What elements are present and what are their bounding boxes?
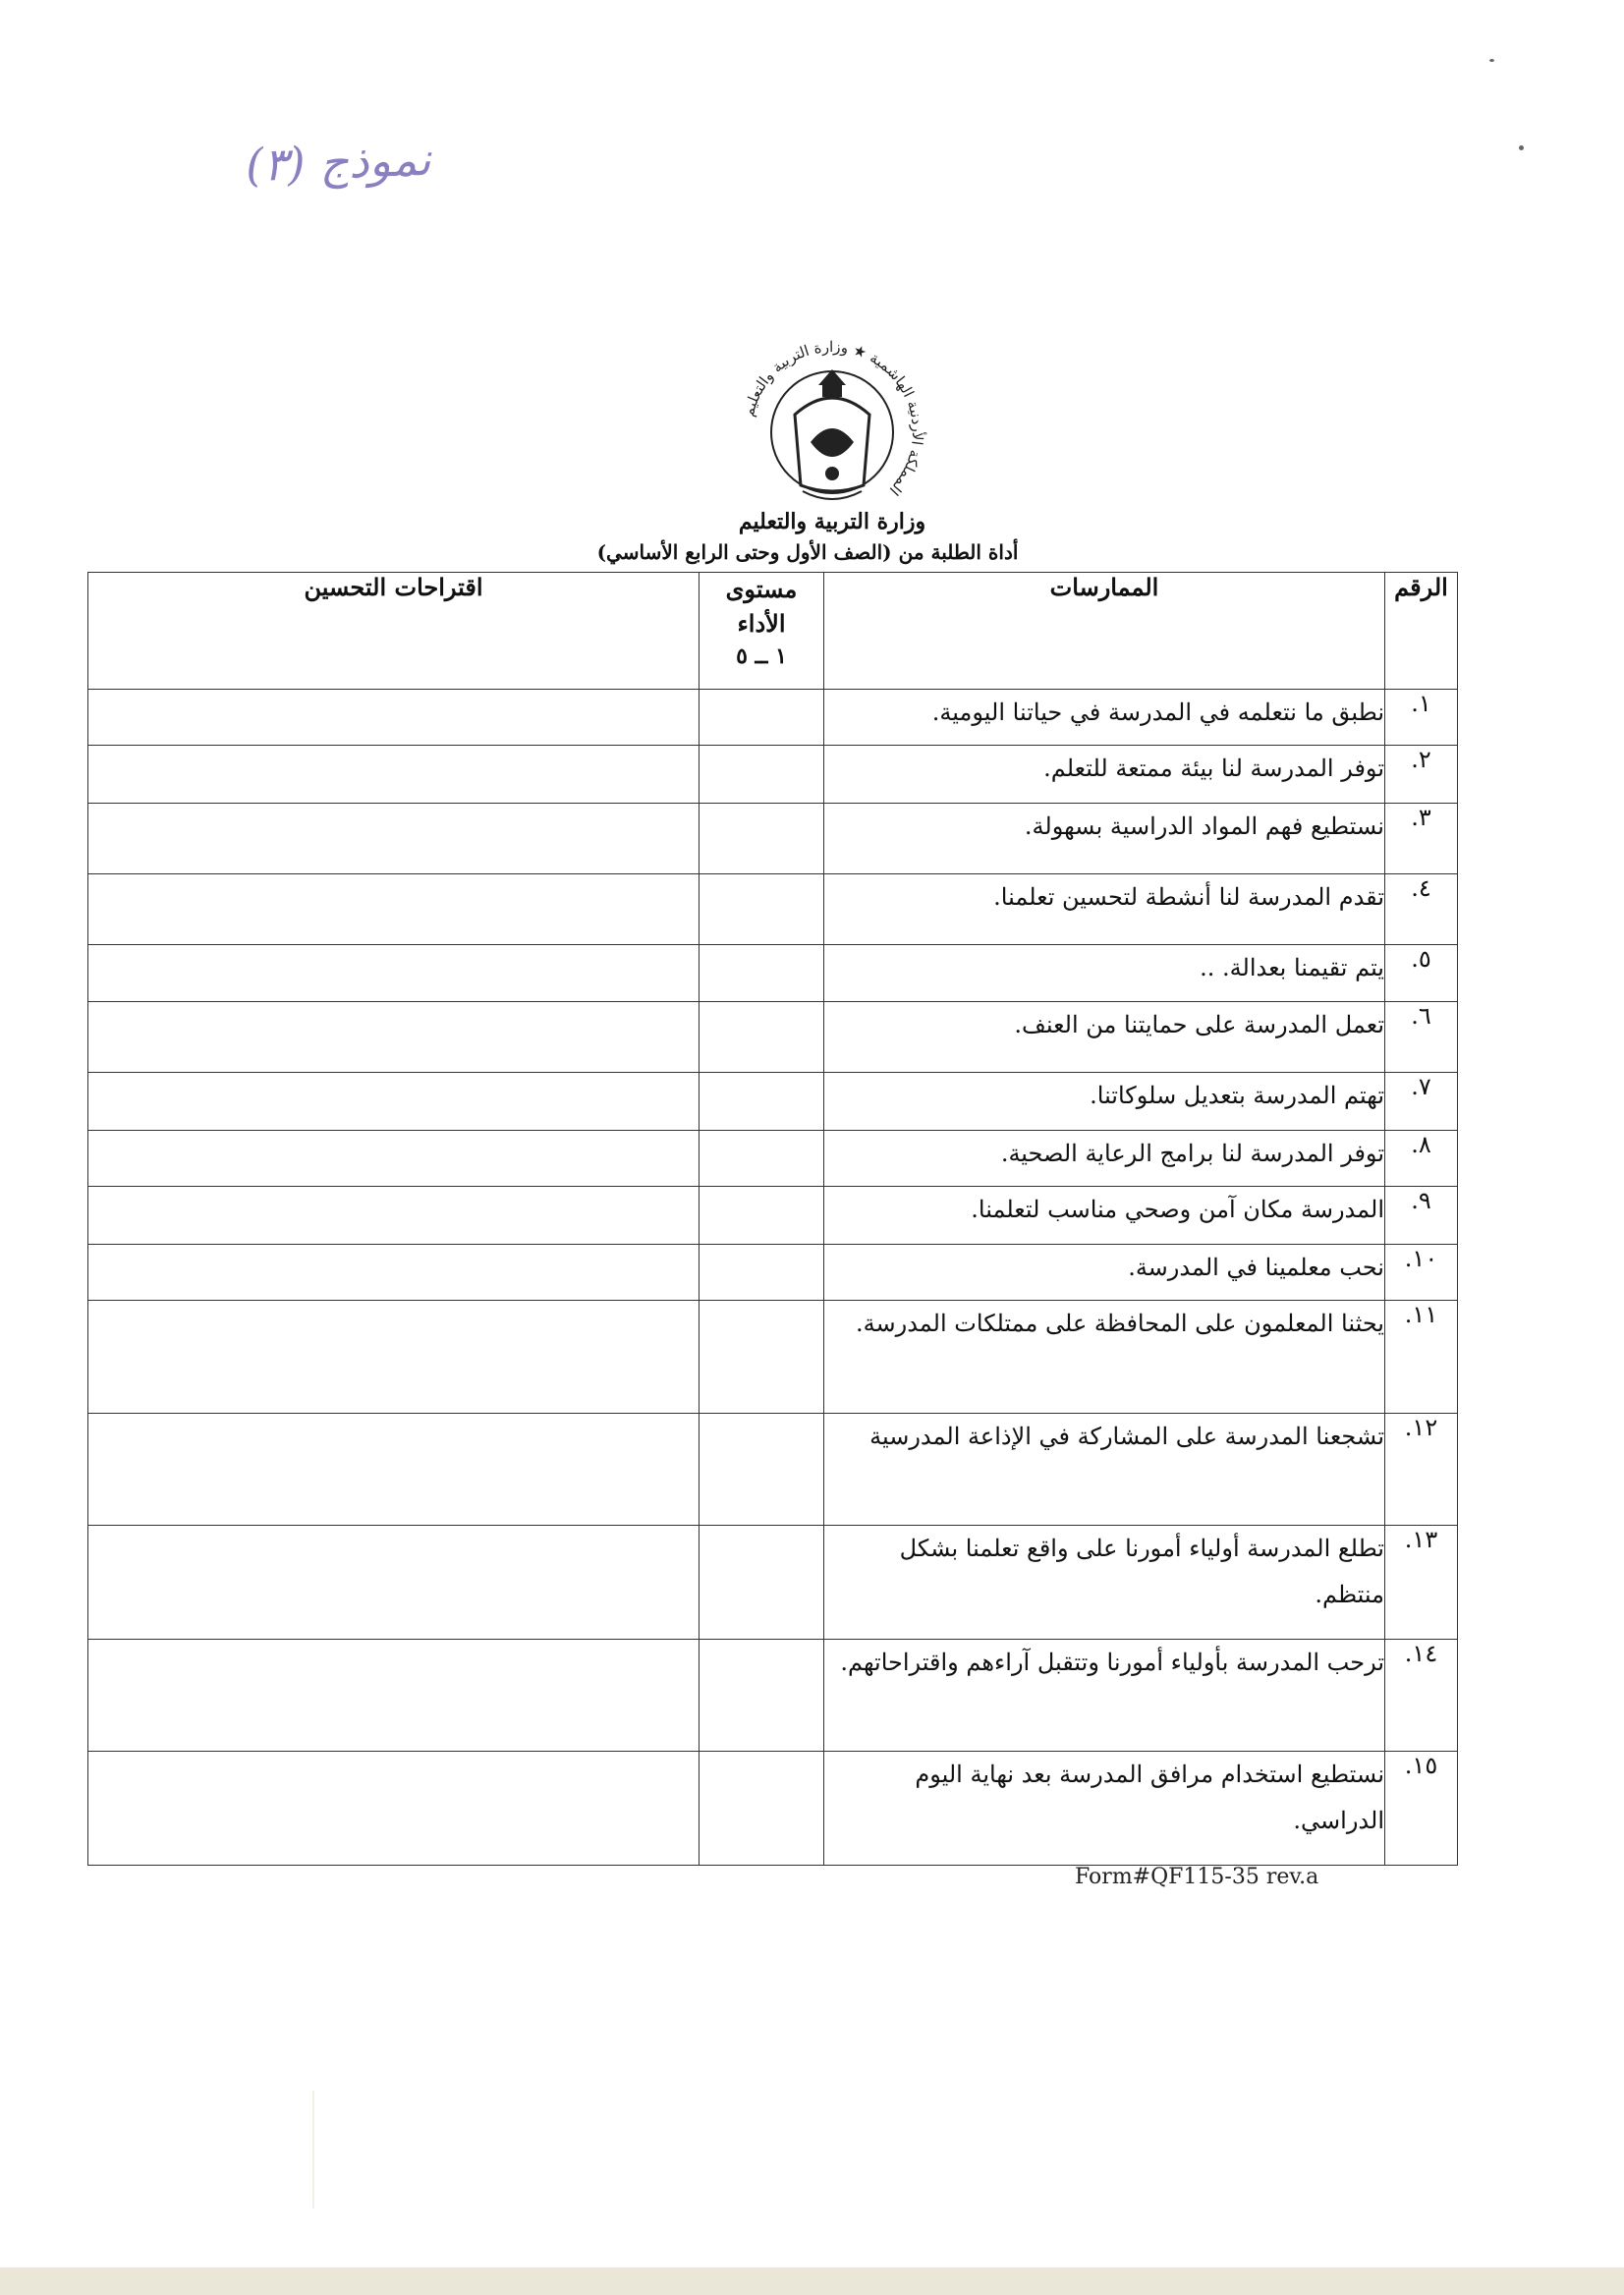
row-practice: توفر المدرسة لنا بيئة ممتعة للتعلم. (824, 746, 1385, 804)
survey-table (87, 572, 1458, 1866)
table-row (88, 1245, 1458, 1301)
header-level-range: ١ ــ ٥ (736, 643, 787, 669)
suggestion-cell[interactable] (88, 804, 700, 874)
row-number: ٦. (1385, 1002, 1458, 1073)
level-cell[interactable] (700, 1640, 824, 1752)
table-row (88, 746, 1458, 804)
row-practice: نطبق ما نتعلمه في المدرسة في حياتنا اليومية. (824, 690, 1385, 746)
header-level-line2: الأداء (737, 608, 786, 638)
ministry-emblem-icon (734, 334, 930, 531)
table-row (88, 804, 1458, 874)
scan-edge-strip (0, 2267, 1624, 2295)
suggestion-cell[interactable] (88, 1301, 700, 1414)
level-cell[interactable] (700, 1187, 824, 1245)
header-practices: الممارسات (824, 573, 1385, 690)
row-number: ٢. (1385, 746, 1458, 804)
row-practice: تعمل المدرسة على حمايتنا من العنف. (824, 1002, 1385, 1073)
scan-speck (1489, 59, 1494, 62)
row-practice: يحثنا المعلمون على المحافظة على ممتلكات المدرسة. (824, 1301, 1385, 1414)
header-suggestions: اقتراحات التحسين (88, 573, 700, 690)
level-cell[interactable] (700, 804, 824, 874)
table-row (88, 1187, 1458, 1245)
table-row (88, 945, 1458, 1002)
table-row (88, 874, 1458, 945)
suggestion-cell[interactable] (88, 1245, 700, 1301)
row-number: ١٣. (1385, 1526, 1458, 1640)
table-row (88, 1526, 1458, 1640)
table-row (88, 1414, 1458, 1526)
table-header-row (88, 573, 1458, 690)
row-practice: تطلع المدرسة أولياء أمورنا على واقع تعلمنا بشكل منتظم. (824, 1526, 1385, 1640)
level-cell[interactable] (700, 1414, 824, 1526)
level-cell[interactable] (700, 690, 824, 746)
form-code: Form#QF115-35 rev.a (1075, 1865, 1319, 1889)
row-number: ١١. (1385, 1301, 1458, 1414)
suggestion-cell[interactable] (88, 1640, 700, 1752)
row-practice: نستطيع فهم المواد الدراسية بسهولة. (824, 804, 1385, 874)
ministry-name: وزارة التربية والتعليم (738, 509, 926, 534)
row-practice: تقدم المدرسة لنا أنشطة لتحسين تعلمنا. (824, 874, 1385, 945)
table-row (88, 1073, 1458, 1131)
suggestion-cell[interactable] (88, 690, 700, 746)
suggestion-cell[interactable] (88, 1752, 700, 1866)
row-number: ٩. (1385, 1187, 1458, 1245)
suggestion-cell[interactable] (88, 1131, 700, 1187)
header-performance-level (700, 573, 824, 690)
table-row (88, 1752, 1458, 1866)
row-number: ٣. (1385, 804, 1458, 874)
suggestion-cell[interactable] (88, 1526, 700, 1640)
row-number: ٨. (1385, 1131, 1458, 1187)
level-cell[interactable] (700, 945, 824, 1002)
suggestion-cell[interactable] (88, 1414, 700, 1526)
suggestion-cell[interactable] (88, 1073, 700, 1131)
row-practice: نحب معلمينا في المدرسة. (824, 1245, 1385, 1301)
row-practice: نستطيع استخدام مرافق المدرسة بعد نهاية اليوم الدراسي. (824, 1752, 1385, 1866)
row-number: ٤. (1385, 874, 1458, 945)
row-practice: يتم تقيمنا بعدالة. .. (824, 945, 1385, 1002)
header-level-line1: مستوى (725, 575, 798, 603)
handwritten-note: نموذج (٣) (245, 132, 432, 193)
table-row (88, 1301, 1458, 1414)
suggestion-cell[interactable] (88, 945, 700, 1002)
row-practice: تهتم المدرسة بتعديل سلوكاتنا. (824, 1073, 1385, 1131)
level-cell[interactable] (700, 1073, 824, 1131)
row-practice: المدرسة مكان آمن وصحي مناسب لتعلمنا. (824, 1187, 1385, 1245)
row-practice: تشجعنا المدرسة على المشاركة في الإذاعة المدرسية (824, 1414, 1385, 1526)
suggestion-cell[interactable] (88, 1002, 700, 1073)
row-number: ١٢. (1385, 1414, 1458, 1526)
level-cell[interactable] (700, 1301, 824, 1414)
table-row (88, 1640, 1458, 1752)
table-row (88, 1131, 1458, 1187)
level-cell[interactable] (700, 1002, 824, 1073)
row-number: ٧. (1385, 1073, 1458, 1131)
suggestion-cell[interactable] (88, 746, 700, 804)
row-number: ١. (1385, 690, 1458, 746)
row-practice: ترحب المدرسة بأولياء أمورنا وتتقبل آراءهم واقتراحاتهم. (824, 1640, 1385, 1752)
row-number: ١٠. (1385, 1245, 1458, 1301)
table-row (88, 690, 1458, 746)
header-number: الرقم (1385, 573, 1458, 690)
suggestion-cell[interactable] (88, 874, 700, 945)
scan-mark (312, 2091, 314, 2209)
row-number: ١٥. (1385, 1752, 1458, 1866)
emblem-ring-text: المملكة الأردنية الهاشمية ★ وزارة التربية والتعليم (739, 337, 927, 499)
table-row (88, 1002, 1458, 1073)
suggestion-cell[interactable] (88, 1187, 700, 1245)
row-number: ١٤. (1385, 1640, 1458, 1752)
scan-speck (1519, 145, 1524, 150)
form-subtitle: أداة الطلبة من (الصف الأول وحتى الرابع الأساسي) (596, 540, 1019, 564)
row-number: ٥. (1385, 945, 1458, 1002)
row-practice: توفر المدرسة لنا برامج الرعاية الصحية. (824, 1131, 1385, 1187)
level-cell[interactable] (700, 874, 824, 945)
level-cell[interactable] (700, 1526, 824, 1640)
level-cell[interactable] (700, 1752, 824, 1866)
level-cell[interactable] (700, 1131, 824, 1187)
level-cell[interactable] (700, 746, 824, 804)
level-cell[interactable] (700, 1245, 824, 1301)
